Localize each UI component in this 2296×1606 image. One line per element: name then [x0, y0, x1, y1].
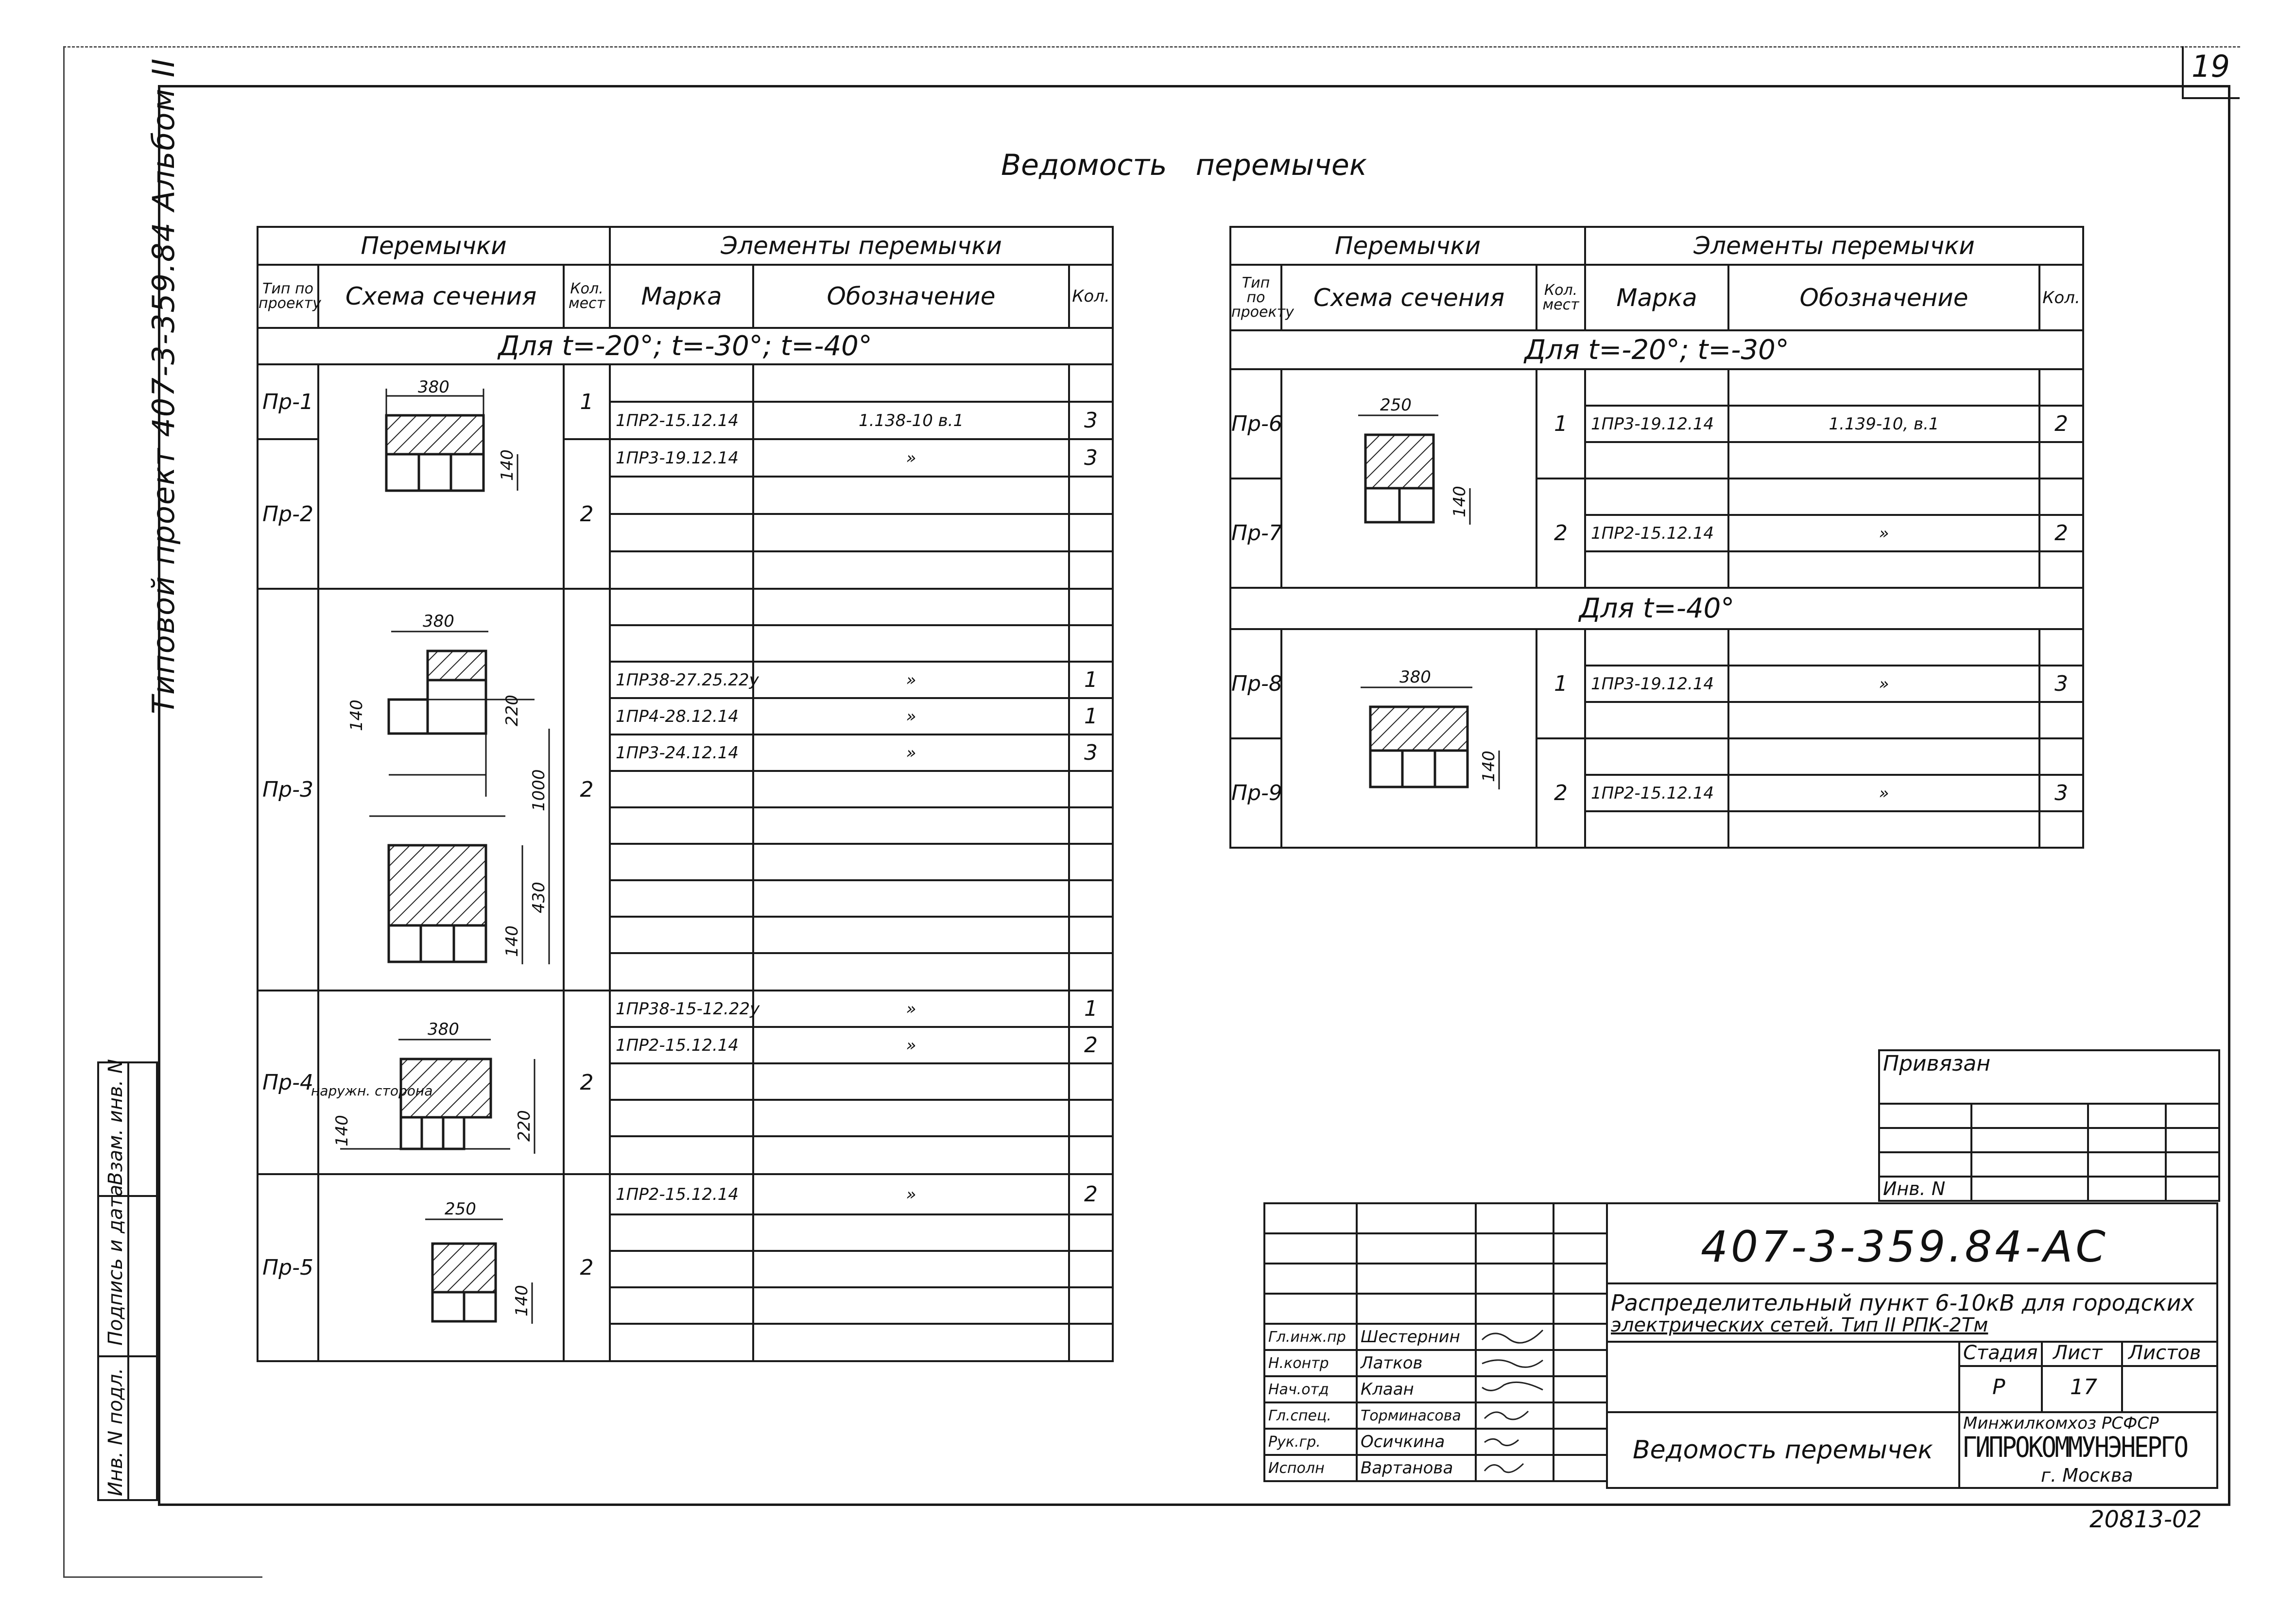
r-header-qty: Кол.	[2039, 265, 2083, 330]
r-designation-row-2: »	[1728, 515, 2039, 551]
header-elements: Элементы перемычки	[610, 227, 1113, 265]
binding-inv: Инв. N	[1879, 1177, 1971, 1201]
signature-1	[1476, 1324, 1554, 1350]
pr6-dim-width: 250	[1380, 395, 1412, 415]
designation-row-6: »	[753, 991, 1069, 1027]
pr3-upper-block	[428, 680, 486, 734]
sheet-title: Ведомость перемычек	[1633, 1435, 1933, 1465]
pr3-upper-hatched	[428, 651, 486, 680]
designation-row-5: »	[753, 735, 1069, 771]
pr4-dim-220: 220	[515, 1110, 534, 1142]
pr3-lower-blocks	[389, 925, 486, 962]
mark-row-8: 1ПР2-15.12.14	[610, 1174, 753, 1214]
sheet-value: 17	[2070, 1375, 2097, 1400]
r-qty-row-1: 2	[2039, 406, 2083, 442]
qty-row-8: 2	[1069, 1174, 1113, 1214]
sheets-label: Листов	[2128, 1342, 2201, 1364]
pr3-dim-width: 380	[423, 612, 454, 631]
places-pr6: 1	[1536, 369, 1585, 478]
pr1-dim-width: 380	[418, 377, 449, 397]
role-6: Исполн	[1264, 1455, 1357, 1481]
pr4-dim-140: 140	[332, 1115, 352, 1146]
mark-row-1: 1ПР2-15.12.14	[610, 402, 753, 439]
r-header-places: Кол. мест	[1536, 265, 1585, 330]
pr5-dim-height: 140	[512, 1285, 532, 1316]
org-city: г. Москва	[2041, 1465, 2133, 1486]
role-5: Рук.гр.	[1264, 1429, 1357, 1455]
pr6-dim-height: 140	[1450, 486, 1469, 517]
signature-6	[1476, 1455, 1554, 1481]
type-pr1: Пр-1	[258, 364, 318, 439]
pr3-dim-430: 430	[529, 882, 549, 913]
pr4-dim-width: 380	[428, 1020, 459, 1039]
header-lintels: Перемычки	[258, 227, 610, 265]
side-field-inv-orig: Инв. N подл.	[104, 1367, 127, 1496]
binding-label: Привязан	[1879, 1050, 2219, 1104]
sheet-number: 19	[2192, 49, 2230, 84]
type-pr8: Пр-8	[1230, 629, 1281, 738]
scheme-pr6-pr7	[1281, 369, 1536, 588]
designation-row-8: »	[753, 1174, 1069, 1214]
r-section-1: Для t=-20°; t=-30°	[1230, 330, 2083, 369]
signature-2	[1476, 1350, 1554, 1376]
type-pr4: Пр-4	[258, 991, 318, 1174]
qty-row-6: 1	[1069, 991, 1113, 1027]
side-field-replace-inv: Взам. инв. N	[104, 1059, 127, 1185]
places-pr7: 2	[1536, 478, 1585, 588]
description-line-2: электрических сетей. Тип II РПК-2Тм	[1611, 1314, 1988, 1336]
type-pr7: Пр-7	[1230, 478, 1281, 588]
signature-5	[1476, 1429, 1554, 1455]
qty-row-7: 2	[1069, 1027, 1113, 1063]
org-ministry: Минжилкомхоз РСФСР	[1963, 1414, 2159, 1433]
qty-row-2: 3	[1069, 439, 1113, 477]
r-mark-row-3: 1ПР3-19.12.14	[1585, 666, 1728, 702]
mark-row-6: 1ПР38-15-12.22у	[610, 991, 753, 1027]
designation-row-2: »	[753, 439, 1069, 477]
role-4: Гл.спец.	[1264, 1402, 1357, 1429]
type-pr2: Пр-2	[258, 439, 318, 589]
doc-code: 407-3-359.84-АС	[1701, 1222, 2108, 1272]
name-6: Вартанова	[1357, 1455, 1476, 1481]
pr1-section-blocks	[386, 454, 483, 491]
mark-row-5: 1ПР3-24.12.14	[610, 735, 753, 771]
places-pr1: 1	[564, 364, 610, 439]
places-pr3: 2	[564, 589, 610, 991]
side-field-signature: Подпись и дата	[104, 1184, 127, 1346]
mark-row-2: 1ПР3-19.12.14	[610, 439, 753, 477]
header-qty: Кол.	[1069, 265, 1113, 328]
side-stamp: Типовой проект 407-3-359.84 Альбом II	[146, 57, 181, 714]
pr3-lower-hatched	[389, 845, 486, 925]
places-pr4: 2	[564, 991, 610, 1174]
header-mark: Марка	[610, 265, 753, 328]
sheet-label: Лист	[2053, 1342, 2103, 1364]
qty-row-4: 1	[1069, 698, 1113, 735]
r-header-mark: Марка	[1585, 265, 1728, 330]
pr3-small-block	[389, 700, 428, 734]
r-header-lintels: Перемычки	[1230, 227, 1585, 265]
section-temperature: Для t=-20°; t=-30°; t=-40°	[258, 328, 1113, 364]
r-header-type: Тип по проекту	[1230, 265, 1281, 330]
pr3-dim-140: 140	[347, 700, 366, 731]
archive-number: 20813-02	[2089, 1506, 2202, 1533]
binding-block	[1878, 1049, 2220, 1202]
signature-4	[1476, 1402, 1554, 1429]
designation-row-3: »	[753, 662, 1069, 698]
name-4: Торминасова	[1357, 1402, 1476, 1429]
stage-value: Р	[1992, 1375, 2005, 1400]
designation-row-4: »	[753, 698, 1069, 735]
r-header-elements: Элементы перемычки	[1585, 227, 2083, 265]
r-designation-row-1: 1.139-10, в.1	[1728, 406, 2039, 442]
r-mark-row-1: 1ПР3-19.12.14	[1585, 406, 1728, 442]
r-designation-row-4: »	[1728, 775, 2039, 811]
r-header-scheme: Схема сечения	[1281, 265, 1536, 330]
pr8-dim-width: 380	[1399, 667, 1431, 687]
r-mark-row-2: 1ПР2-15.12.14	[1585, 515, 1728, 551]
name-5: Осичкина	[1357, 1429, 1476, 1455]
signature-3	[1476, 1376, 1554, 1402]
r-designation-row-3: »	[1728, 666, 2039, 702]
qty-row-1: 3	[1069, 402, 1113, 439]
qty-row-3: 1	[1069, 662, 1113, 698]
type-pr3: Пр-3	[258, 589, 318, 991]
mark-row-3: 1ПР38-27.25.22у	[610, 662, 753, 698]
name-3: Клаан	[1357, 1376, 1476, 1402]
pr1-section-hatched	[386, 415, 483, 454]
places-pr9: 2	[1536, 738, 1585, 848]
role-3: Нач.отд	[1264, 1376, 1357, 1402]
scheme-pr8-pr9	[1281, 629, 1536, 848]
pr3-dim-140b: 140	[502, 925, 522, 957]
header-places: Кол. мест	[564, 265, 610, 328]
pr4-section-blocks	[401, 1117, 464, 1149]
type-pr9: Пр-9	[1230, 738, 1281, 848]
places-pr2: 2	[564, 439, 610, 589]
page-title: Ведомость перемычек	[1001, 148, 1367, 182]
pr8-dim-height: 140	[1479, 751, 1499, 782]
signature-grid	[1263, 1202, 1608, 1482]
type-pr6: Пр-6	[1230, 369, 1281, 478]
name-2: Латков	[1357, 1350, 1476, 1376]
right-lintel-table	[1229, 226, 2084, 849]
description-line-1: Распределительный пункт 6-10кВ для городских	[1611, 1290, 2194, 1316]
header-scheme: Схема сечения	[318, 265, 564, 328]
designation-row-1: 1.138-10 в.1	[753, 402, 1069, 439]
role-2: Н.контр	[1264, 1350, 1357, 1376]
r-qty-row-3: 3	[2039, 666, 2083, 702]
r-qty-row-2: 2	[2039, 515, 2083, 551]
header-designation: Обозначение	[753, 265, 1069, 328]
designation-row-7: »	[753, 1027, 1069, 1063]
org-name: ГИПРОКОММУНЭНЕРГО	[1962, 1431, 2187, 1464]
pr1-dim-height: 140	[498, 449, 517, 481]
places-pr8: 1	[1536, 629, 1585, 738]
stage-label: Стадия	[1963, 1342, 2038, 1364]
r-header-designation: Обозначение	[1728, 265, 2039, 330]
r-qty-row-4: 3	[2039, 775, 2083, 811]
r-section-2: Для t=-40°	[1230, 588, 2083, 629]
header-type: Тип по проекту	[258, 265, 318, 328]
mark-row-7: 1ПР2-15.12.14	[610, 1027, 753, 1063]
pr5-dim-width: 250	[445, 1199, 476, 1219]
type-pr5: Пр-5	[258, 1174, 318, 1361]
mark-row-4: 1ПР4-28.12.14	[610, 698, 753, 735]
pr4-note: наружн. сторона	[311, 1083, 433, 1099]
r-mark-row-4: 1ПР2-15.12.14	[1585, 775, 1728, 811]
pr3-dim-1000: 1000	[529, 769, 549, 811]
qty-row-5: 3	[1069, 735, 1113, 771]
name-1: Шестернин	[1357, 1324, 1476, 1350]
places-pr5: 2	[564, 1174, 610, 1361]
role-1: Гл.инж.пр	[1264, 1324, 1357, 1350]
pr5-section-hatched	[432, 1244, 496, 1292]
pr3-dim-220: 220	[502, 695, 522, 726]
